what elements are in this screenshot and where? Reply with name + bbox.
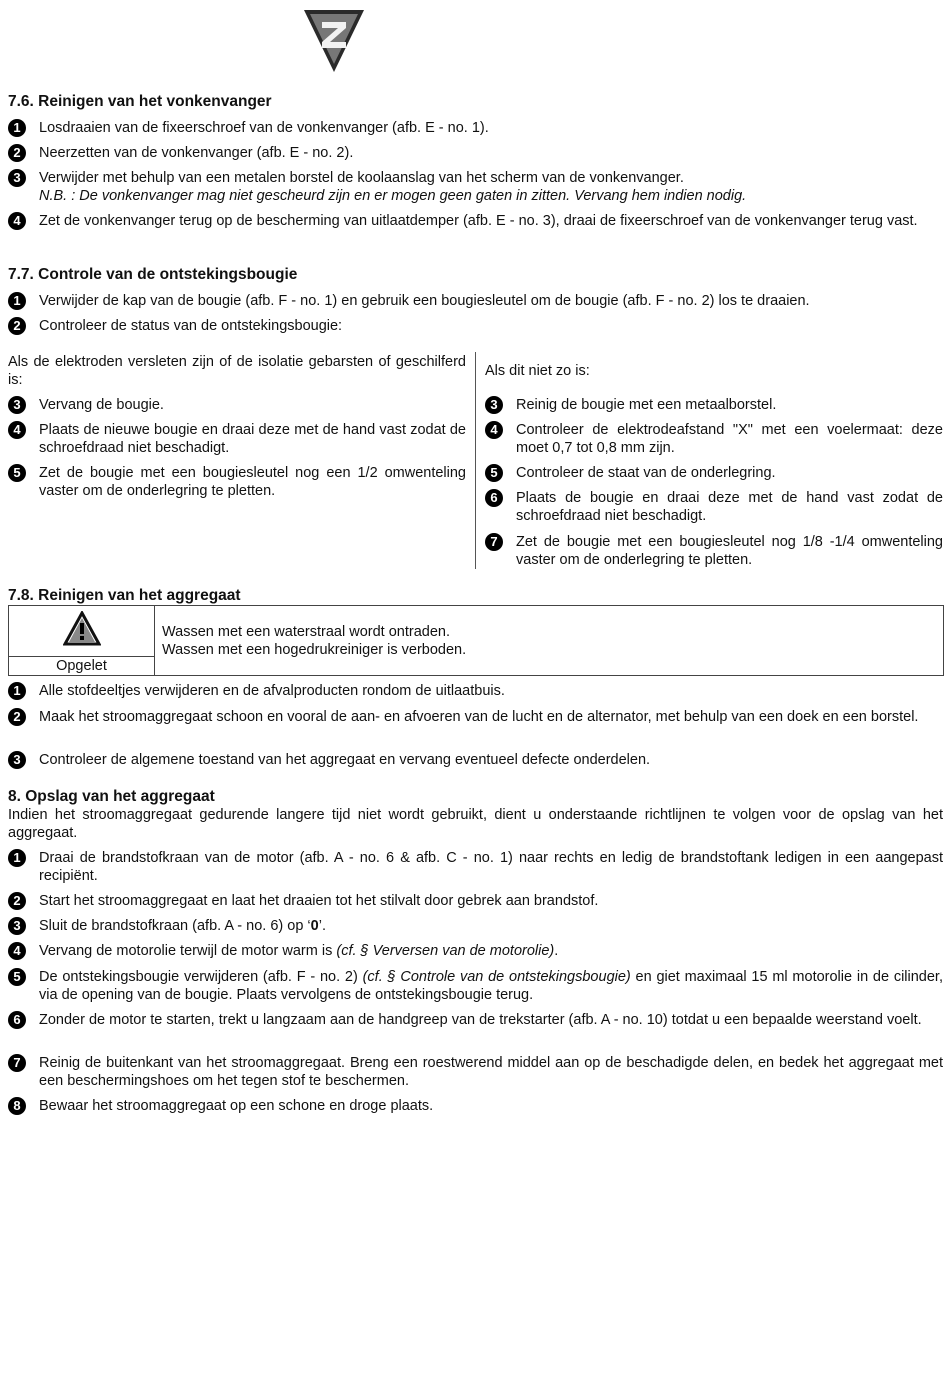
list-item: 1 Verwijder de kap van de bougie (afb. F - no. 1) en gebruik een bougiesleutel om de bougie (afb. F - no. 2) los te draaien. <box>8 292 943 310</box>
list-item: 2 Controleer de status van de ontstekingsbougie: <box>8 317 943 335</box>
list-item: 7 Zet de bougie met een bougiesleutel nog 1/8 -1/4 omwenteling vaster om de onderlegring te pletten. <box>485 533 943 569</box>
list-item: 6 Plaats de bougie en draai deze met de hand vast zodat de schroefdraad niet beschadigt. <box>485 489 943 525</box>
section-title-7-8: 7.8. Reinigen van het aggregaat <box>8 587 241 604</box>
note: N.B. : De vonkenvanger mag niet gescheurd zijn en er mogen geen gaten in zitten. Vervang hem indien nodig. <box>39 188 747 204</box>
list-item: 4 Vervang de motorolie terwijl de motor warm is (cf. § Verversen van de motorolie). <box>8 942 943 960</box>
list-item: 8 Bewaar het stroomaggregaat op een schone en droge plaats. <box>8 1097 943 1115</box>
brand-logo <box>302 8 366 74</box>
list-item: 2 Maak het stroomaggregaat schoon en vooral de aan- en afvoeren van de lucht en de alternator, met behulp van een doek en een borstel. <box>8 708 943 726</box>
list-item: 2 Start het stroomaggregaat en laat het draaien tot het stilvalt door gebrek aan brandstof. <box>8 892 943 910</box>
warning-text: Wassen met een waterstraal wordt ontraden. Wassen met een hogedrukreiniger is verboden. <box>162 624 467 658</box>
warning-icon-cell <box>9 606 155 675</box>
warning-box <box>8 605 944 676</box>
list-item: 4 Zet de vonkenvanger terug op de bescherming van uitlaatdemper (afb. E - no. 3), draai de fixeerschroef van de vonkenvanger terug vast. <box>8 212 943 230</box>
list-item: 1 Alle stofdeeltjes verwijderen en de afvalproducten rondom de uitlaatbuis. <box>8 682 943 700</box>
left-intro: Als de elektroden versleten zijn of de isolatie gebarsten of geschilferd is: <box>8 354 466 388</box>
column-divider <box>475 352 476 569</box>
right-column <box>485 362 943 568</box>
list-item: 3 Sluit de brandstofkraan (afb. A - no. 6) op ‘0’. <box>8 917 943 935</box>
section-intro: Indien het stroomaggregaat gedurende langere tijd niet wordt gebruikt, dient u onderstaande richtlijnen te volgen voor de opslag van het aggregaat. <box>8 807 943 841</box>
section-title-7-6: 7.6. Reinigen van het vonkenvanger <box>8 93 272 110</box>
warning-triangle-icon <box>63 611 101 647</box>
list-item: 6 Zonder de motor te starten, trekt u langzaam aan de handgreep van de trekstarter (afb. A - no. 10) totdat u een bepaalde weerstand voelt. <box>8 1011 943 1029</box>
section-title-7-7: 7.7. Controle van de ontstekingsbougie <box>8 266 298 283</box>
list-item: 7 Reinig de buitenkant van het stroomaggregaat. Breng een roestwerend middel aan op de beschadigde delen, en bedek het aggregaat met een beschermingshoes om het tegen stof te beschermen. <box>8 1054 943 1090</box>
list-item: 5 Controleer de staat van de onderlegring. <box>485 464 943 482</box>
list-item: 3 Verwijder met behulp van een metalen borstel de koolaanslag van het scherm van de vonkenvanger. N.B. : De vonkenvanger mag niet gescheurd zijn en er mogen geen gaten in zitten. Vervang hem indien nodig. <box>8 169 943 205</box>
list-item: 1 Draai de brandstofkraan van de motor (afb. A - no. 6 & afb. C - no. 1) naar rechts en ledig de brandstoftank ledigen in een aangepast recipiënt. <box>8 849 943 885</box>
section-title-8: 8. Opslag van het aggregaat <box>8 788 215 805</box>
list-item: 1 Losdraaien van de fixeerschroef van de vonkenvanger (afb. E - no. 1). <box>8 119 943 137</box>
list-item: 4 Plaats de nieuwe bougie en draai deze met de hand vast zodat de schroefdraad niet beschadigt. <box>8 421 466 457</box>
left-column <box>8 353 466 499</box>
list-item: 5 Zet de bougie met een bougiesleutel nog een 1/2 omwenteling vaster om de onderlegring te pletten. <box>8 464 466 500</box>
right-intro: Als dit niet zo is: <box>485 363 590 379</box>
list-item: 5 De ontstekingsbougie verwijderen (afb. F - no. 2) (cf. § Controle van de ontstekingsbougie) en giet maximaal 15 ml motorolie in de cilinder, via de opening van de bougie. Plaats vervolgens de ontstekingsbougie terug. <box>8 968 943 1004</box>
warning-label: Opgelet <box>9 656 154 676</box>
list-item: 3 Vervang de bougie. <box>8 396 466 414</box>
list-item: 2 Neerzetten van de vonkenvanger (afb. E - no. 2). <box>8 144 943 162</box>
list-item: 3 Reinig de bougie met een metaalborstel. <box>485 396 943 414</box>
list-item: 3 Controleer de algemene toestand van het aggregaat en vervang eventueel defecte onderdelen. <box>8 751 943 769</box>
list-item: 4 Controleer de elektrodeafstand "X" met een voelermaat: deze moet 0,7 tot 0,8 mm zijn. <box>485 421 943 457</box>
